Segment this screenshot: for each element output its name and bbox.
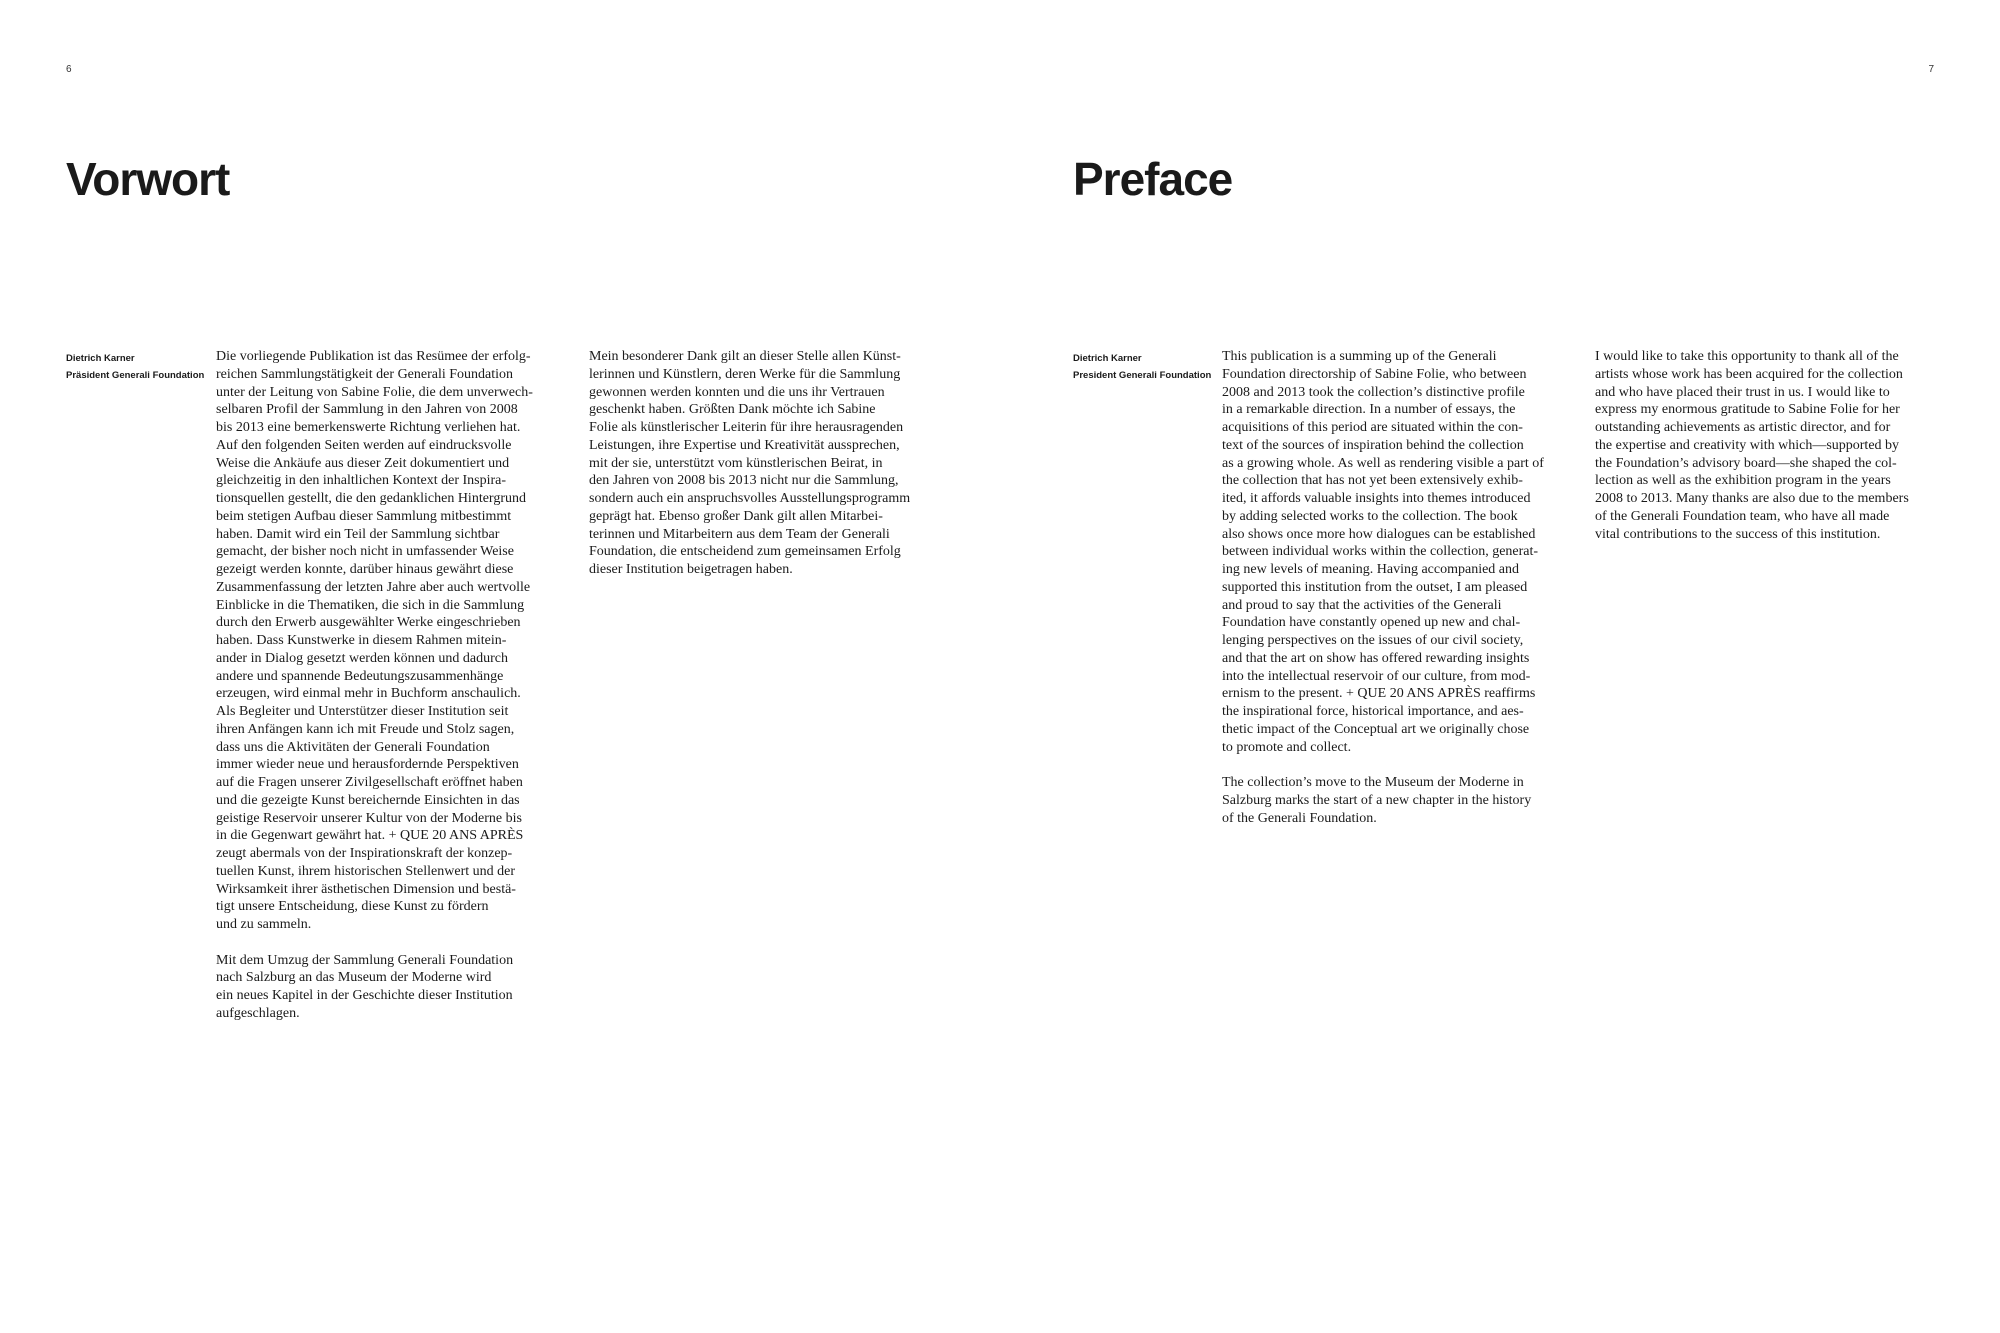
text-line: and that the art on show has offered rewarding insights	[1222, 650, 1530, 666]
text-line: in a remarkable direction. In a number of essays, the	[1222, 402, 1516, 418]
paragraph	[1222, 774, 1544, 827]
text-line: text of the sources of inspiration behind the collection	[1222, 437, 1524, 453]
author-role: Präsident Generali Foundation	[66, 370, 205, 381]
text-line: reichen Sammlungstätigkeit der Generali Foundation	[216, 366, 514, 382]
text-line: Foundation, die entscheidend zum gemeinsamen Erfolg	[589, 544, 901, 560]
text-line: Zusammenfassung der letzten Jahre aber auch wertvolle	[216, 579, 531, 595]
text-line: the collection that has not yet been extensively exhib-	[1222, 473, 1523, 489]
text-line: This publication is a summing up of the Generali	[1222, 349, 1497, 364]
text-line: as a growing whole. As well as rendering visible a part of	[1222, 455, 1544, 471]
text-line: 2008 and 2013 took the collection’s distinctive profile	[1222, 384, 1525, 400]
text-line: acquisitions of this period are situated within the con-	[1222, 420, 1523, 435]
text-line: of the Generali Foundation.	[1222, 810, 1377, 826]
text-line: vital contributions to the success of this institution.	[1595, 526, 1881, 542]
text-line: ihren Anfängen kann ich mit Freude und Stolz sagen,	[216, 721, 515, 737]
text-line: and who have placed their trust in us. I would like to	[1595, 384, 1890, 400]
text-line: und die gezeigte Kunst bereichernde Einsichten in das	[216, 792, 520, 808]
text-line: nach Salzburg an das Museum der Moderne wird	[216, 970, 492, 986]
text-line: ernism to the present. + QUE 20 ANS APRÈS reaffirms	[1222, 686, 1536, 702]
text-line: sondern auch ein anspruchsvolles Ausstellungsprogramm	[589, 491, 911, 506]
text-line: I would like to take this opportunity to thank all of the	[1595, 349, 1899, 364]
text-line: Foundation have constantly opened up new and chal-	[1222, 615, 1521, 631]
text-line: the expertise and creativity with which—supported by	[1595, 437, 1900, 453]
text-line: geistige Reservoir unserer Kultur von der Moderne bis	[216, 810, 522, 826]
text-line: the Foundation’s advisory board—she shaped the col-	[1595, 455, 1897, 471]
text-line: lerinnen und Künstlern, deren Werke für die Sammlung	[589, 366, 901, 382]
text-line: dass uns die Aktivitäten der Generali Foundation	[216, 739, 490, 755]
paragraph	[216, 348, 533, 934]
text-line: artists whose work has been acquired for the collection	[1595, 366, 1903, 382]
text-line: Mit dem Umzug der Sammlung Generali Foundation	[216, 952, 514, 968]
text-line: tionsquellen gestellt, die den gedanklichen Hintergrund	[216, 491, 526, 506]
paragraph	[1595, 348, 1909, 543]
text-line: ander in Dialog gesetzt werden können und dadurch	[216, 650, 508, 666]
text-line: tuellen Kunst, ihrem historischen Stellenwert und der	[216, 863, 515, 879]
text-line: tigt unsere Entscheidung, diese Kunst zu fördern	[216, 899, 489, 915]
text-line: den Jahren von 2008 bis 2013 nicht nur die Sammlung,	[589, 473, 899, 489]
text-line: mit der sie, unterstützt vom künstlerischen Beirat, in	[589, 455, 883, 471]
text-line: outstanding achievements as artistic director, and for	[1595, 420, 1891, 435]
text-line: express my enormous gratitude to Sabine Folie for her	[1595, 402, 1900, 418]
text-line: in die Gegenwart gewährt hat. + QUE 20 ANS APRÈS	[216, 828, 524, 844]
text-line: geschenkt haben. Größten Dank möchte ich Sabine	[589, 402, 876, 418]
text-line: dieser Institution beigetragen haben.	[589, 562, 793, 577]
text-line: to promote and collect.	[1222, 739, 1352, 755]
text-line: also shows once more how dialogues can be established	[1222, 526, 1536, 542]
text-line: of the Generali Foundation team, who have all made	[1595, 508, 1890, 524]
text-column	[1595, 348, 1909, 561]
text-column	[589, 348, 910, 597]
text-line: The collection’s move to the Museum der Moderne in	[1222, 775, 1524, 790]
text-line: haben. Dass Kunstwerke in diesem Rahmen mitein-	[216, 633, 507, 648]
text-line: haben. Damit wird ein Teil der Sammlung sichtbar	[216, 526, 500, 542]
text-line: zeugt abermals von der Inspirationskraft der konzep-	[216, 846, 513, 861]
text-line: lenging perspectives on the issues of our civil society,	[1222, 633, 1524, 648]
text-line: and proud to say that the activities of the Generali	[1222, 597, 1502, 613]
text-line: bis 2013 eine bemerkenswerte Richtung verliehen hat.	[216, 420, 521, 435]
page-number-left: 6	[66, 64, 72, 75]
text-line: immer wieder neue und herausfordernde Perspektiven	[216, 757, 519, 773]
paragraph	[589, 348, 910, 579]
text-line: gleichzeitig in den inhaltlichen Kontext der Inspira-	[216, 473, 507, 489]
page-title-left: Vorwort	[66, 153, 230, 205]
text-line: Auf den folgenden Seiten werden auf eindrucksvolle	[216, 437, 512, 453]
text-line: selbaren Profil der Sammlung in den Jahren von 2008	[216, 402, 518, 418]
text-line: gezeigt werden konnte, darüber hinaus gewährt diese	[216, 562, 514, 577]
author-block-left	[66, 350, 204, 384]
text-line: ein neues Kapitel in der Geschichte dieser Institution	[216, 988, 513, 1003]
text-line: into the intellectual reservoir of our culture, from mod-	[1222, 668, 1531, 684]
author-name: Dietrich Karner	[66, 353, 135, 364]
text-line: terinnen und Mitarbeitern aus dem Team der Generali	[589, 526, 890, 542]
text-line: Als Begleiter und Unterstützer dieser Institution seit	[216, 704, 509, 719]
text-line: Die vorliegende Publikation ist das Resümee der erfolg-	[216, 349, 531, 364]
text-line: andere und spannende Bedeutungszusammenhänge	[216, 668, 504, 684]
text-line: Leistungen, ihre Expertise und Kreativität aussprechen,	[589, 437, 900, 453]
text-line: auf die Fragen unserer Zivilgesellschaft eröffnet haben	[216, 775, 523, 790]
text-line: 2008 to 2013. Many thanks are also due to the members	[1595, 491, 1909, 506]
text-line: durch den Erwerb ausgewählter Werke eingeschrieben	[216, 615, 521, 631]
text-line: thetic impact of the Conceptual art we originally chose	[1222, 721, 1530, 737]
text-line: unter der Leitung von Sabine Folie, die dem unverwech-	[216, 384, 533, 400]
text-line: ited, it affords valuable insights into themes introduced	[1222, 491, 1531, 506]
text-line: by adding selected works to the collection. The book	[1222, 508, 1518, 524]
text-line: lection as well as the exhibition program in the years	[1595, 473, 1891, 489]
paragraph	[1222, 348, 1544, 756]
text-column	[1222, 348, 1544, 845]
paragraph	[216, 952, 533, 1023]
text-line: gemacht, der bisher noch nicht in umfassender Weise	[216, 544, 514, 560]
text-line: the inspirational force, historical importance, and aes-	[1222, 704, 1524, 719]
text-line: supported this institution from the outset, I am pleased	[1222, 579, 1528, 595]
author-role: President Generali Foundation	[1073, 370, 1212, 381]
page-number-right: 7	[1928, 64, 1934, 75]
text-line: Mein besonderer Dank gilt an dieser Stelle allen Künst-	[589, 349, 901, 364]
page-title-right: Preface	[1073, 153, 1233, 205]
author-block-right	[1073, 350, 1211, 384]
text-line: beim stetigen Aufbau dieser Sammlung mitbestimmt	[216, 508, 512, 524]
text-line: Wirksamkeit ihrer ästhetischen Dimension und bestä-	[216, 881, 516, 897]
text-line: between individual works within the collection, generat-	[1222, 544, 1539, 560]
text-line: Foundation directorship of Sabine Folie, who between	[1222, 366, 1527, 382]
text-line: Einblicke in die Thematiken, die sich in die Sammlung	[216, 597, 525, 613]
text-line: Folie als künstlerischer Leiterin für ihre herausragenden	[589, 420, 904, 435]
text-line: aufgeschlagen.	[216, 1005, 300, 1021]
text-line: gewonnen werden konnten und die uns ihr Vertrauen	[589, 384, 885, 400]
text-line: ing new levels of meaning. Having accompanied and	[1222, 562, 1520, 577]
text-line: geprägt hat. Ebenso großer Dank gilt allen Mitarbei-	[589, 508, 883, 524]
text-line: Weise die Ankäufe aus dieser Zeit dokumentiert und	[216, 455, 510, 471]
text-line: Salzburg marks the start of a new chapter in the history	[1222, 792, 1532, 808]
text-column	[216, 348, 533, 1040]
text-line: und zu sammeln.	[216, 917, 312, 932]
text-line: erzeugen, wird einmal mehr in Buchform anschaulich.	[216, 686, 521, 702]
author-name: Dietrich Karner	[1073, 353, 1142, 364]
